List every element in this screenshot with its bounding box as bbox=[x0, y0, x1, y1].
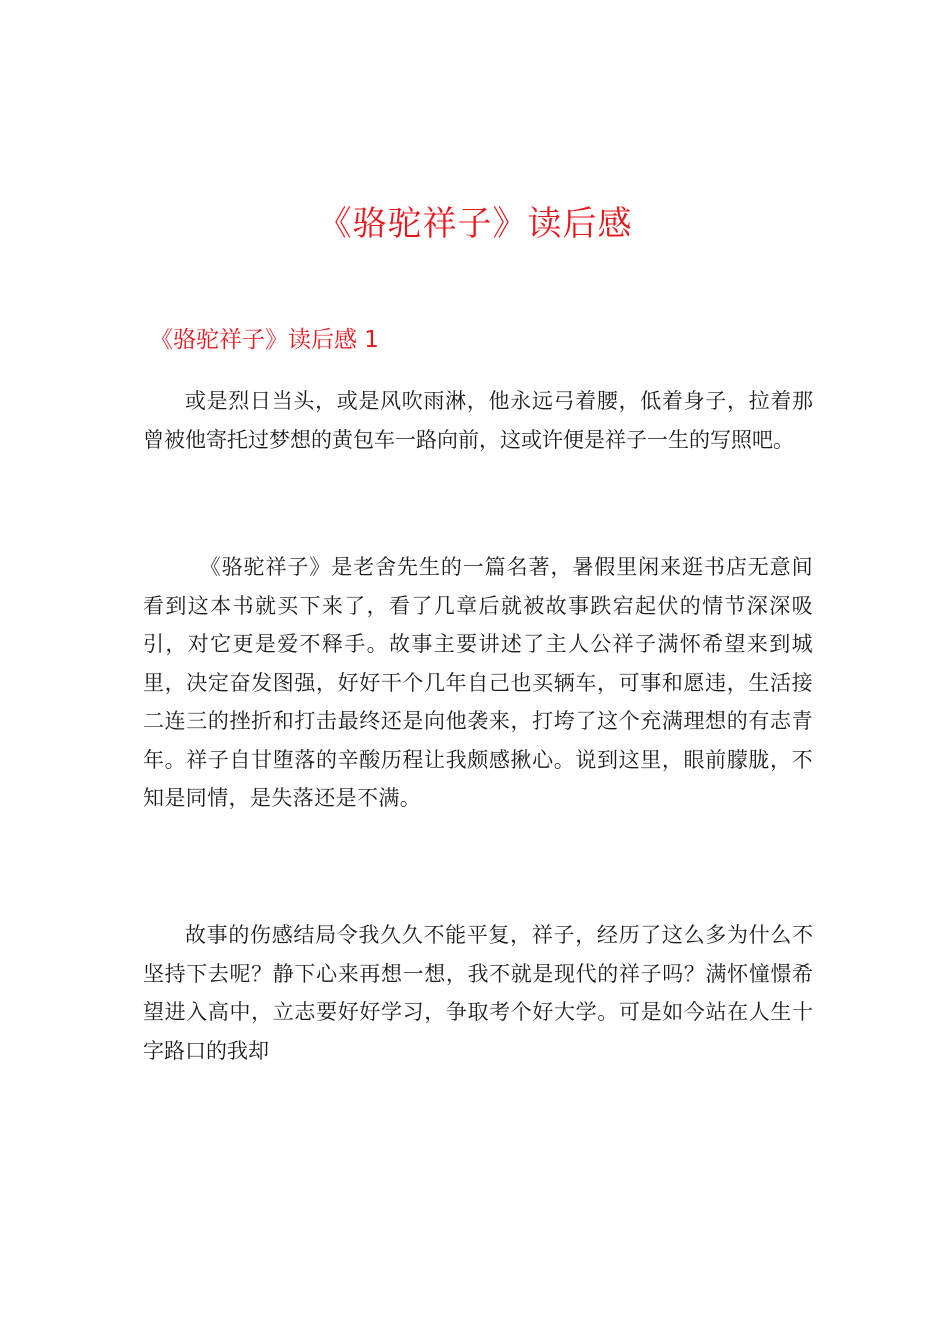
section-heading: 《骆驼祥子》读后感 1 bbox=[150, 327, 379, 353]
body-paragraph-1: 或是烈日当头，或是风吹雨淋，他永远弓着腰，低着身子，拉着那曾被他寄托过梦想的黄包车一路向前，这或许便是祥子一生的写照吧。 bbox=[143, 389, 813, 452]
document-title: 《骆驼祥子》读后感 bbox=[317, 204, 633, 244]
body-paragraph-2: 《骆驼祥子》是老舍先生的一篇名著，暑假里闲来逛书店无意间看到这本书就买下来了，看了几章后就被故事跌宕起伏的情节深深吸引，对它更是爱不释手。故事主要讲述了主人公祥子满怀希望来到城里，决定奋发图强，好好干个几年自己也买辆车，可事和愿违，生活接二连三的挫折和打击最终还是向他袭来，打垮了这个充满理想的有志青年。祥子自甘堕落的辛酸历程让我颇感揪心。说到这里，眼前朦胧，不知是同情，是失落还是不满。 bbox=[143, 555, 813, 810]
body-paragraph-3: 故事的伤感结局令我久久不能平复，祥子，经历了这么多为什么不坚持下去呢？静下心来再想一想，我不就是现代的祥子吗？满怀憧憬希望进入高中，立志要好好学习，争取考个好大学。可是如今站在人生十字路口的我却 bbox=[143, 923, 813, 1063]
